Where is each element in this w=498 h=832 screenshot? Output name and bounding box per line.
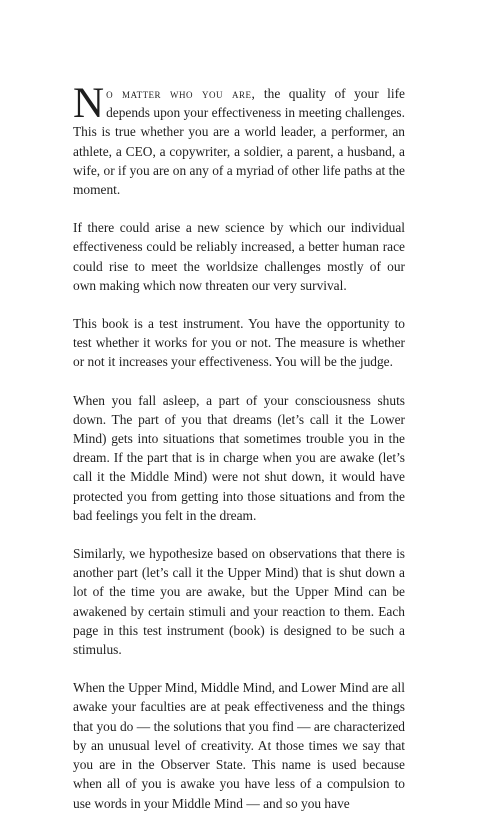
paragraph-3: This book is a test instrument. You have the opportunity to test whether it works for you or not. The measure is whether or not it increases your effectiveness. You will be the judge. [73, 316, 405, 370]
paragraph-5: Similarly, we hypothesize based on observations that there is another part (let’s call it the Upper Mind) that is shut down a lot of the time you are awake, but the Upper Mind can be awakened by certain stimuli and your reaction to them. Each page in this test instrument (book) is designed to be such a stimulus. [73, 546, 405, 658]
paragraph-1-body: the quality of your life depends upon your effectiveness in meeting challenges. This is true whether you are a world leader, a performer, an athlete, a CEO, a copywriter, a soldier, a parent, a husband, a wife, or if you are on any of a myriad of other life paths at the moment. [73, 86, 405, 198]
paragraph-6: When the Upper Mind, Middle Mind, and Lower Mind are all awake your faculties are at peak effectiveness and the things that you do — the solutions that you find — are characterized by an unusual level of creativity. At those times we say that you are in the Observer State. This name is used because when all of you is awake you have less of a compulsion to use words in your Middle Mind — and so you have [73, 680, 405, 811]
book-page-text [73, 80, 405, 832]
paragraph-4: When you fall asleep, a part of your consciousness shuts down. The part of you that dreams (let’s call it the Lower Mind) gets into situations that sometimes trouble you in the dream. If the part that is in charge when you are awake (let’s call it the Middle Mind) were not shut down, it would have protected you from getting into those situations and from the bad feelings you felt in the dream. [73, 392, 405, 523]
small-caps-lead-in: o matter who you are, [106, 86, 256, 101]
paragraph-2: If there could arise a new science by which our individual effectiveness could be reliably increased, a better human race could rise to meet the worldsize challenges mostly of our own making which now threaten our very survival. [73, 220, 405, 293]
drop-cap-letter: N [73, 80, 105, 127]
paragraph-1 [73, 80, 405, 199]
